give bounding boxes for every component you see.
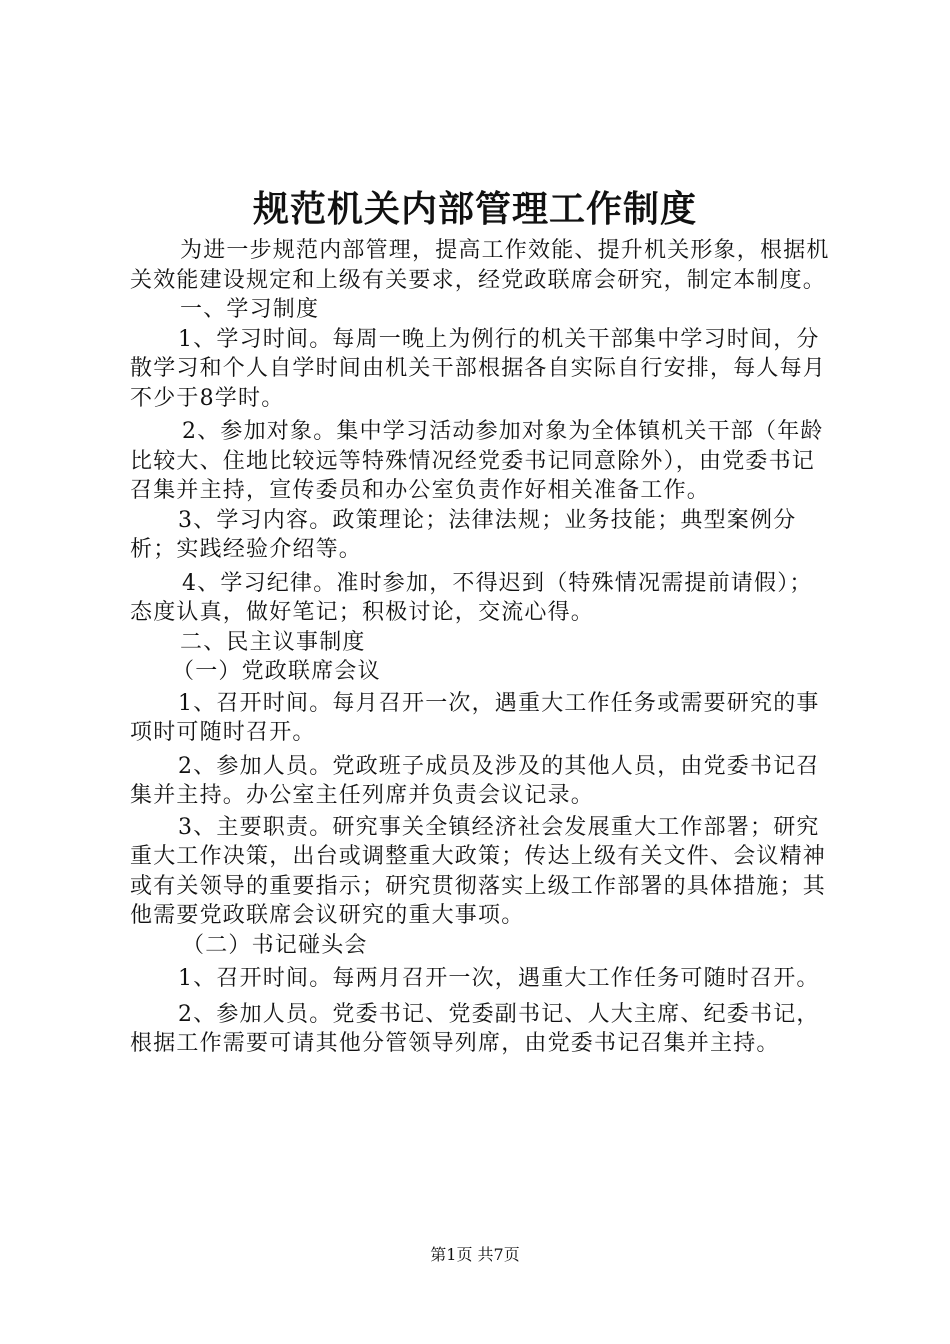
document-title: 规范机关内部管理工作制度 bbox=[252, 188, 697, 230]
paragraph-meeting-participants: 2、参加人员。党政班子成员及涉及的其他人员，由党委书记召集并主持。办公室主任列席并负责会议记录。 bbox=[130, 753, 820, 808]
document-body bbox=[130, 236, 830, 1059]
subsection-heading-joint-meeting: （一）党政联席会议 bbox=[172, 659, 381, 684]
paragraph-meeting-duties: 3、主要职责。研究事关全镇经济社会发展重大工作部署；研究重大工作决策，出台或调整重大政策；传达上级有关文件、会议精神或有关领导的重要指示；研究贯彻落实上级工作部署的具体措施；其他需要党政联席会议研究的重大事项。 bbox=[130, 814, 827, 928]
paragraph-secretary-time: 1、召开时间。每两月召开一次，遇重大工作任务可随时召开。 bbox=[178, 966, 820, 991]
section-heading-democratic: 二、民主议事制度 bbox=[180, 629, 366, 655]
paragraph-study-participants: 2、参加对象。集中学习活动参加对象为全体镇机关干部（年龄比较大、住地比较远等特殊情况经党委书记同意除外），由党委书记召集并主持，宣传委员和办公室负责作好相关准备工作。 bbox=[130, 419, 824, 503]
paragraph-study-discipline: 4、学习纪律。准时参加，不得迟到（特殊情况需提前请假）；态度认真，做好笔记；积极讨论，交流心得。 bbox=[130, 570, 813, 625]
section-heading-study: 一、学习制度 bbox=[180, 297, 320, 322]
page-footer: 第1页 共7页 bbox=[430, 1245, 520, 1264]
subsection-heading-secretary-meeting: （二）书记碰头会 bbox=[182, 932, 368, 958]
paragraph-intro: 为进一步规范内部管理，提高工作效能、提升机关形象，根据机关效能建设规定和上级有关要求，经党政联席会研究，制定本制度。 bbox=[130, 238, 830, 293]
paragraph-study-content: 3、学习内容。政策理论；法律法规；业务技能；典型案例分析；实践经验介绍等。 bbox=[130, 507, 797, 562]
paragraph-meeting-time: 1、召开时间。每月召开一次，遇重大工作任务或需要研究的事项时可随时召开。 bbox=[130, 690, 820, 745]
paragraph-study-time: 1、学习时间。每周一晚上为例行的机关干部集中学习时间，分散学习和个人自学时间由机关干部根据各自实际自行安排，每人每月不少于8学时。 bbox=[130, 326, 827, 411]
paragraph-secretary-participants: 2、参加人员。党委书记、党委副书记、人大主席、纪委书记，根据工作需要可请其他分管领导列席，由党委书记召集并主持。 bbox=[130, 1001, 820, 1056]
